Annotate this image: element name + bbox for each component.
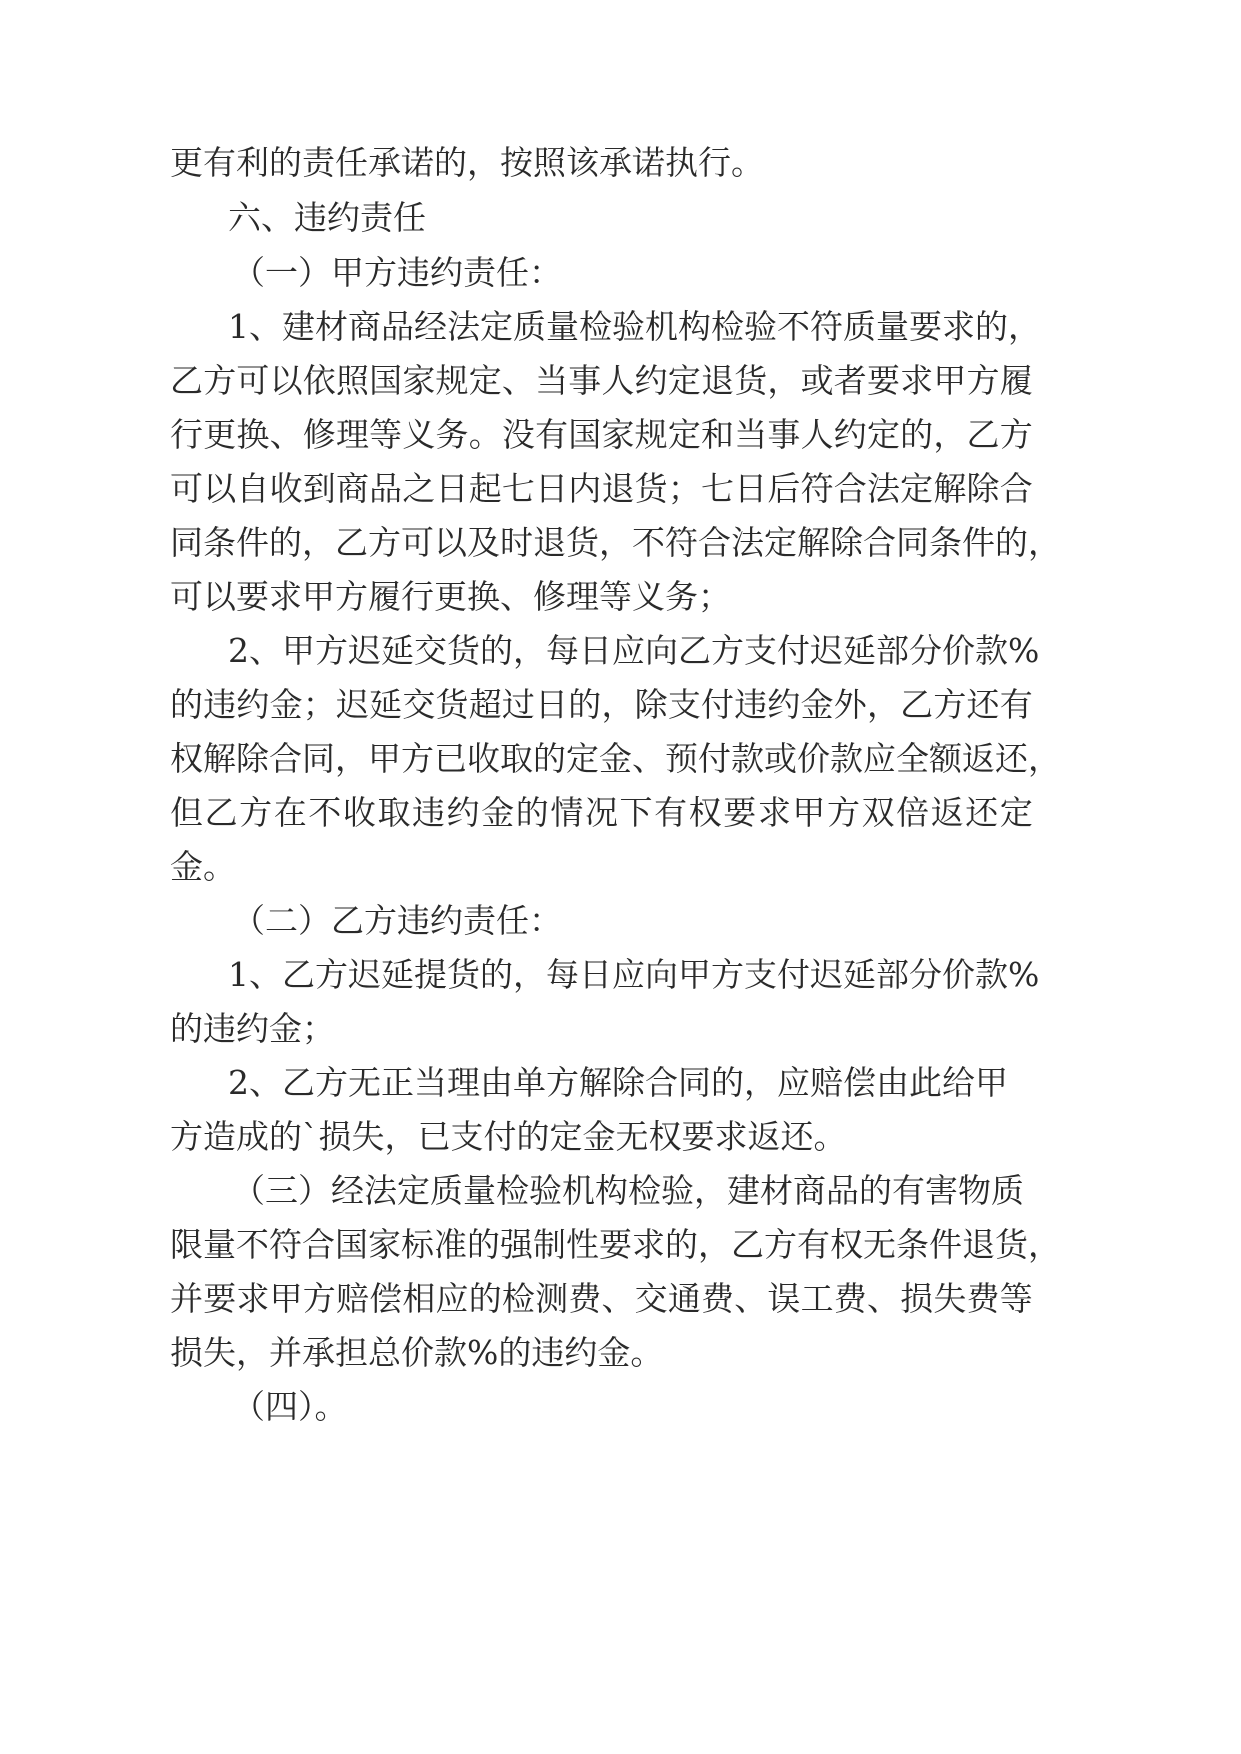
text-line: 可以要求甲方履行更换、修理等义务； — [170, 577, 731, 616]
section-heading: 六、违约责任 — [228, 198, 426, 237]
text-line: 并 要 求 甲 方 赔 偿 相 应 的 检 测 费 、 交 通 费 、 误 工 费 、 损 失 费 等 — [170, 1279, 1033, 1318]
text-line: 但 乙 方 在 不 收 取 违 约 金 的 情 况 下 有 权 要 求 甲 方 双 倍 返 还 定 — [170, 793, 1033, 832]
text-line: 2 、 乙 方 无 正 当 理 由 单 方 解 除 合 同 的 ， 应 赔 偿 由 此 给 甲 — [228, 1063, 1008, 1102]
text-line: 乙 方 可 以 依 照 国 家 规 定 、 当 事 人 约 定 退 货 ， 或 者 要 求 甲 方 履 — [170, 361, 1033, 400]
text-line: 行 更 换 、 修 理 等 义 务 。 没 有 国 家 规 定 和 当 事 人 约 定 的 ， 乙 方 — [170, 415, 1033, 454]
text-line: 2 、 甲 方 迟 延 交 货 的 ， 每 日 应 向 乙 方 支 付 迟 延 部 分 价 款 % — [228, 631, 1040, 670]
text-line: 限 量 不 符 合 国 家 标 准 的 强 制 性 要 求 的 ， 乙 方 有 权 无 条 件 退 货 ， — [170, 1225, 1061, 1264]
text-line: 可 以 自 收 到 商 品 之 日 起 七 日 内 退 货 ； 七 日 后 符 合 法 定 解 除 合 — [170, 469, 1033, 508]
subsection-heading: （二）乙方违约责任： — [232, 901, 562, 940]
text-line: 更有利的责任承诺的，按照该承诺执行。 — [170, 143, 764, 182]
text-line: 的 违 约 金 ； 迟 延 交 货 超 过 日 的 ， 除 支 付 违 约 金 外 ， 乙 方 还 有 — [170, 685, 1033, 724]
text-line: 同 条 件 的 ， 乙 方 可 以 及 时 退 货 ， 不 符 合 法 定 解 除 合 同 条 件 的 ， — [170, 523, 1061, 562]
text-line: 1 、 建 材 商 品 经 法 定 质 量 检 验 机 构 检 验 不 符 质 量 要 求 的 ， — [228, 307, 1041, 346]
subsection-heading: （一）甲方违约责任： — [232, 253, 562, 292]
subsection-heading: （四）。 — [232, 1387, 348, 1426]
text-line: 的违约金； — [170, 1009, 335, 1048]
text-line: 方造成的`损失，已支付的定金无权要求返还。 — [170, 1117, 847, 1156]
text-line: 权 解 除 合 同 ， 甲 方 已 收 取 的 定 金 、 预 付 款 或 价 款 应 全 额 返 还 ， — [170, 739, 1061, 778]
text-line: （ 三 ） 经 法 定 质 量 检 验 机 构 检 验 ， 建 材 商 品 的 有 害 物 质 — [232, 1171, 1024, 1210]
text-line: 金。 — [170, 847, 236, 886]
text-line: 1 、 乙 方 迟 延 提 货 的 ， 每 日 应 向 甲 方 支 付 迟 延 部 分 价 款 % — [228, 955, 1040, 994]
text-line: 损失，并承担总价款%的违约金。 — [170, 1333, 664, 1372]
